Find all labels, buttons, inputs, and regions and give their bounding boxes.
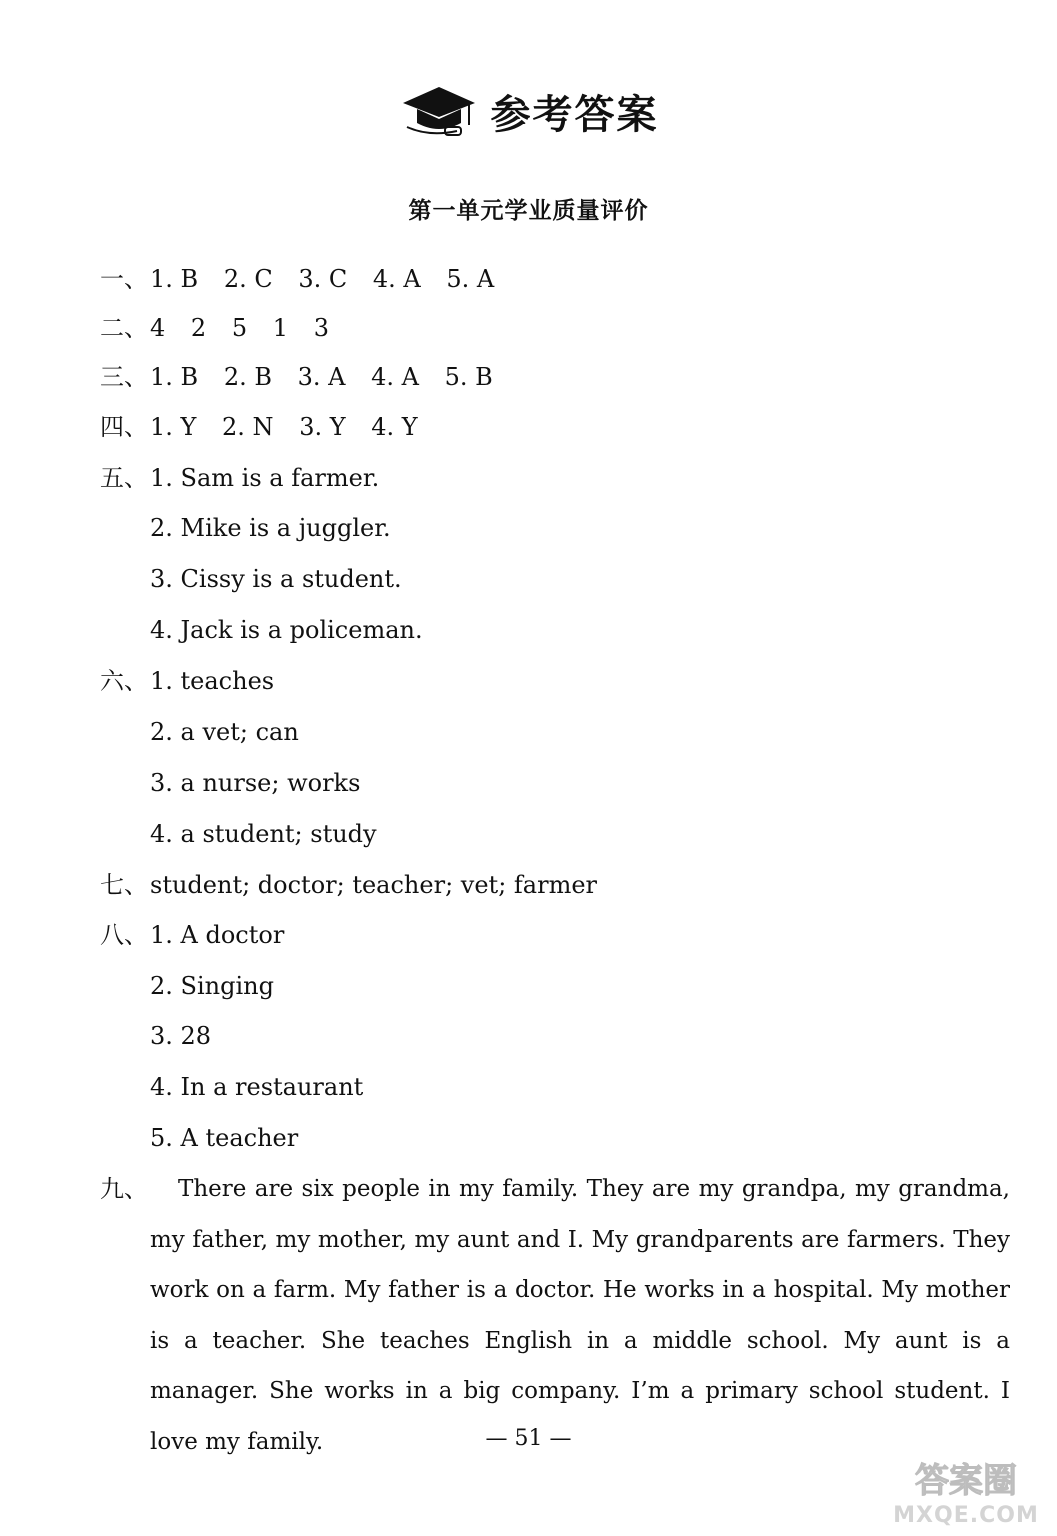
section-number: 六、 <box>100 667 148 695</box>
section-1-answers <box>150 264 512 294</box>
answer-line: 3. a nurse; works <box>150 769 361 797</box>
answer: 5. A <box>446 265 495 293</box>
section-number: 五、 <box>100 464 148 492</box>
section-number: 一、 <box>100 265 148 293</box>
answer-line: 2. Singing <box>150 972 274 1000</box>
answer: 1. Y <box>150 413 197 441</box>
answer-line: 4. Jack is a policeman. <box>150 616 423 644</box>
answer-line: 1. A doctor <box>150 921 285 949</box>
answer: 4. A <box>371 363 419 391</box>
answer: 5 <box>231 314 248 342</box>
answer: 3. A <box>297 363 346 391</box>
page-header <box>0 78 1057 144</box>
section-3-answers <box>150 362 511 392</box>
essay-paragraph: There are six people in my family. They are my grandpa, my grandma, my father, my mother, my aunt and I. My grandparents are farmers. They work on a farm. My father is a doctor. He works in a hospital. My mother is a teacher. She teaches English in a middle school. My aunt is a manager. She works in a big company. I’m a primary school student. I love my family. <box>150 1176 1010 1455</box>
svg-text:答案圈: 答案圈 <box>915 1461 1017 1501</box>
answer: 3 <box>313 314 329 342</box>
section-number: 四、 <box>100 413 148 441</box>
answer: 2. B <box>223 363 272 391</box>
answer: 3. C <box>298 265 348 293</box>
section-number: 九、 <box>100 1175 148 1203</box>
svg-text:MXQE.COM: MXQE.COM <box>893 1503 1039 1528</box>
section-number: 二、 <box>100 314 148 342</box>
answer-line: 3. 28 <box>150 1022 212 1050</box>
answer-line: 4. a student; study <box>150 820 377 848</box>
answer: 5. B <box>444 363 493 391</box>
answer-line: 4. In a restaurant <box>150 1073 364 1101</box>
answer-line: 5. A teacher <box>150 1124 299 1152</box>
page-number: — 51 — <box>485 1426 572 1451</box>
answer-line: student; doctor; teacher; vet; farmer <box>150 871 597 899</box>
answer: 1. B <box>150 265 199 293</box>
unit-title: 第一单元学业质量评价 <box>408 197 649 224</box>
answer: 4. Y <box>371 413 418 441</box>
answer-line: 2. Mike is a juggler. <box>150 514 391 542</box>
section-4-answers <box>150 412 436 442</box>
answer: 3. Y <box>299 413 346 441</box>
section-number: 八、 <box>100 921 148 949</box>
answer: 4 <box>150 314 166 342</box>
section-2-answers <box>150 313 347 343</box>
answer-line: 2. a vet; can <box>150 718 299 746</box>
section-number: 七、 <box>100 871 148 899</box>
answer-line: 1. teaches <box>150 667 275 695</box>
answer: 2. C <box>223 265 273 293</box>
answer: 2. N <box>222 413 274 441</box>
answer-line: 1. Sam is a farmer. <box>150 464 380 492</box>
page-title: 参考答案 <box>490 91 659 138</box>
answer: 4. A <box>372 265 421 293</box>
answer: 1 <box>272 314 289 342</box>
answer-line: 3. Cissy is a student. <box>150 565 402 593</box>
answer: 1. B <box>150 363 199 391</box>
section-number: 三、 <box>100 363 148 391</box>
watermark-logo <box>881 1450 1051 1530</box>
graduation-cap-icon <box>399 81 477 141</box>
answer: 2 <box>190 314 207 342</box>
